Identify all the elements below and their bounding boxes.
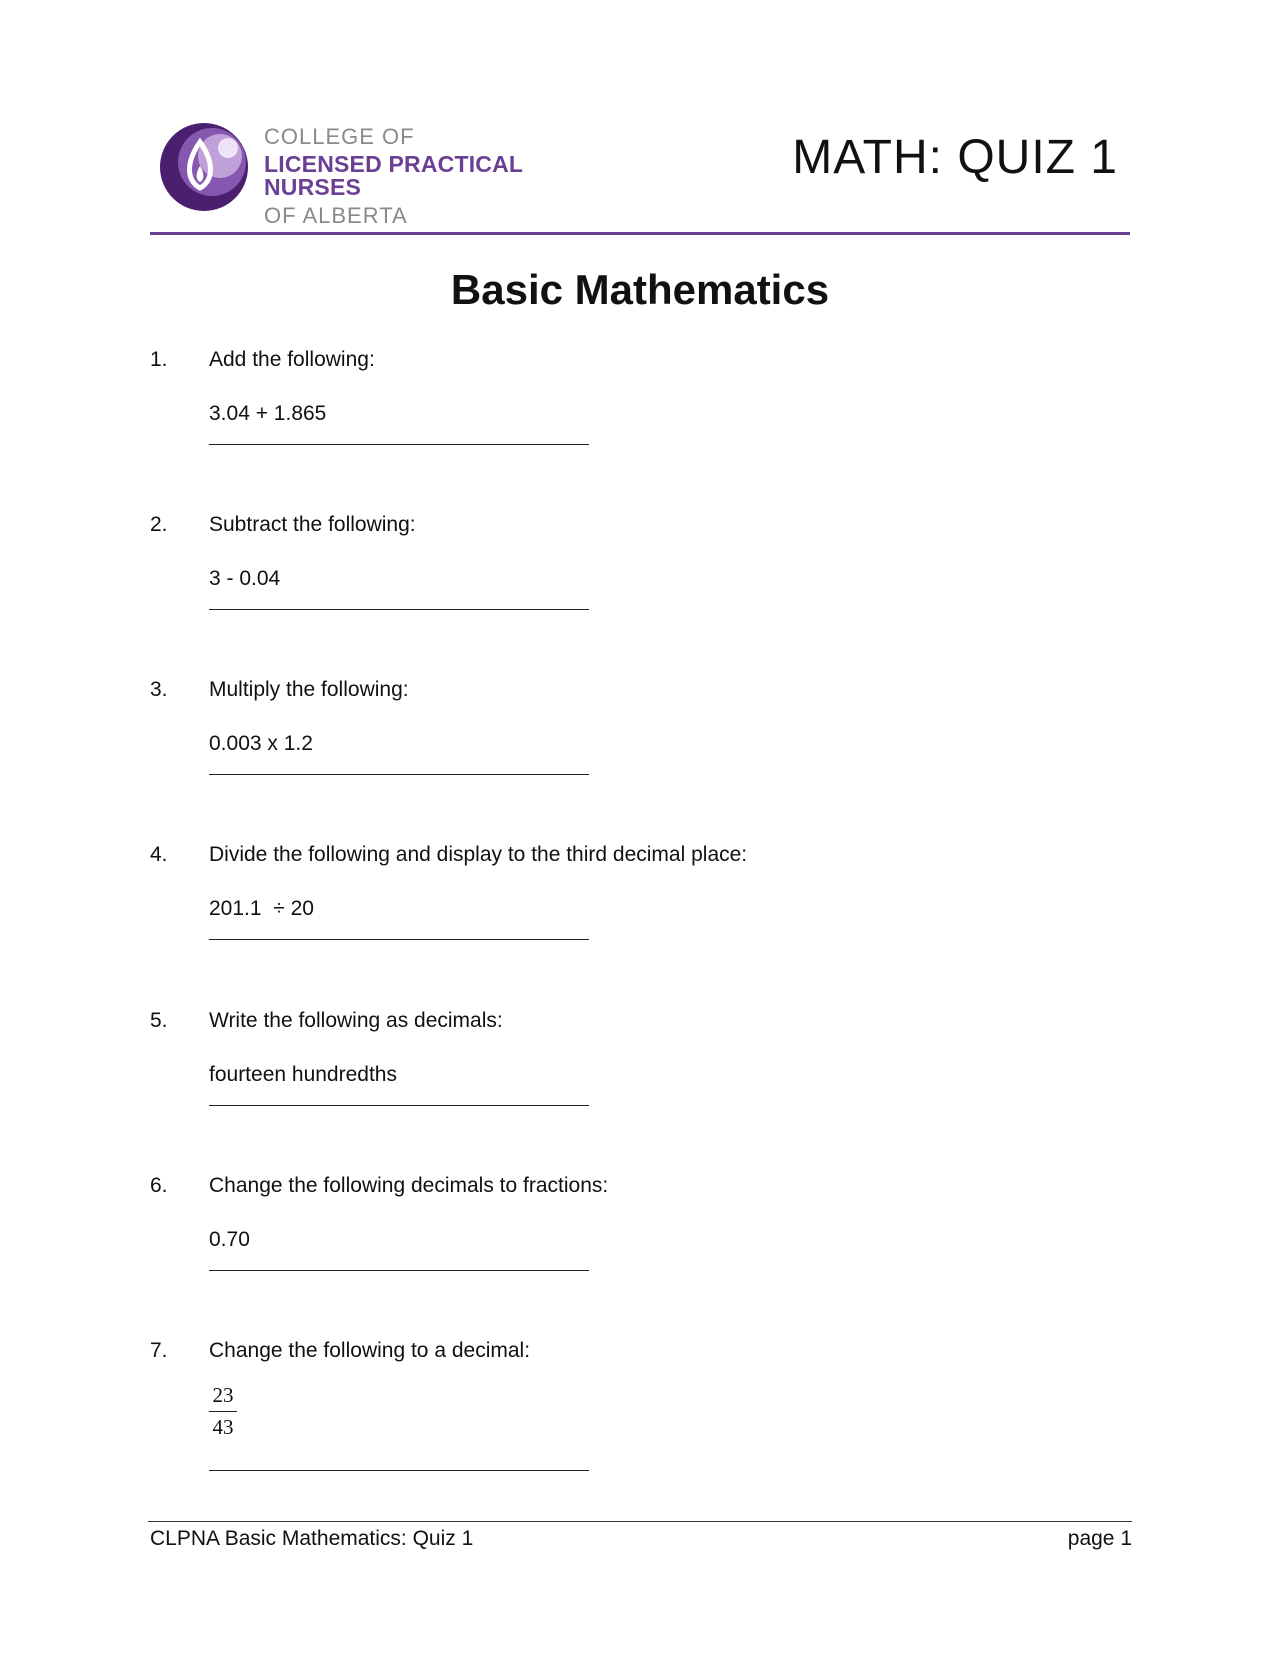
answer-line[interactable] (209, 939, 589, 940)
question-prompt: Write the following as decimals: (209, 1009, 503, 1032)
question-number: 6. (150, 1174, 168, 1197)
answer-line[interactable] (209, 609, 589, 610)
quiz-title: MATH: QUIZ 1 (792, 131, 1118, 184)
logo-wordmark (264, 126, 616, 227)
logo-line-alberta: OF ALBERTA (264, 203, 408, 228)
answer-line[interactable] (209, 1470, 589, 1471)
flame-emblem-icon (156, 118, 256, 216)
question-expression: fourteen hundredths (209, 1063, 397, 1086)
question-prompt: Add the following: (209, 348, 375, 371)
question-number: 2. (150, 513, 168, 536)
clpna-logo (156, 118, 616, 228)
answer-line[interactable] (209, 1105, 589, 1106)
question-number: 4. (150, 843, 168, 866)
question-number: 3. (150, 678, 168, 701)
answer-line[interactable] (209, 774, 589, 775)
question-prompt: Divide the following and display to the third decimal place: (209, 843, 748, 866)
answer-line[interactable] (209, 1270, 589, 1271)
question-prompt: Multiply the following: (209, 678, 409, 701)
page-heading: Basic Mathematics (450, 266, 830, 313)
fraction-denominator: 43 (212, 1415, 234, 1439)
question-number: 7. (150, 1339, 168, 1362)
question-expression: 0.003 x 1.2 (209, 732, 313, 755)
footer-document-title: CLPNA Basic Mathematics: Quiz 1 (150, 1527, 474, 1550)
footer-page-number: page 1 (1067, 1527, 1132, 1550)
footer-divider (148, 1521, 1132, 1522)
question-prompt: Change the following to a decimal: (209, 1339, 531, 1362)
logo-line-licensed: LICENSED PRACTICAL NURSES (264, 151, 523, 200)
question-expression: 3 - 0.04 (209, 567, 281, 590)
fraction (209, 1385, 237, 1438)
header-divider (150, 232, 1130, 235)
question-expression: 201.1 ÷ 20 (209, 897, 314, 920)
question-number: 1. (150, 348, 168, 371)
fraction-numerator: 23 (209, 1385, 237, 1412)
question-prompt: Subtract the following: (209, 513, 416, 536)
question-number: 5. (150, 1009, 168, 1032)
question-expression: 0.70 (209, 1228, 250, 1251)
question-expression: 3.04 + 1.865 (209, 402, 327, 425)
answer-line[interactable] (209, 444, 589, 445)
question-prompt: Change the following decimals to fractions: (209, 1174, 609, 1197)
logo-line-college: COLLEGE OF (264, 124, 415, 149)
